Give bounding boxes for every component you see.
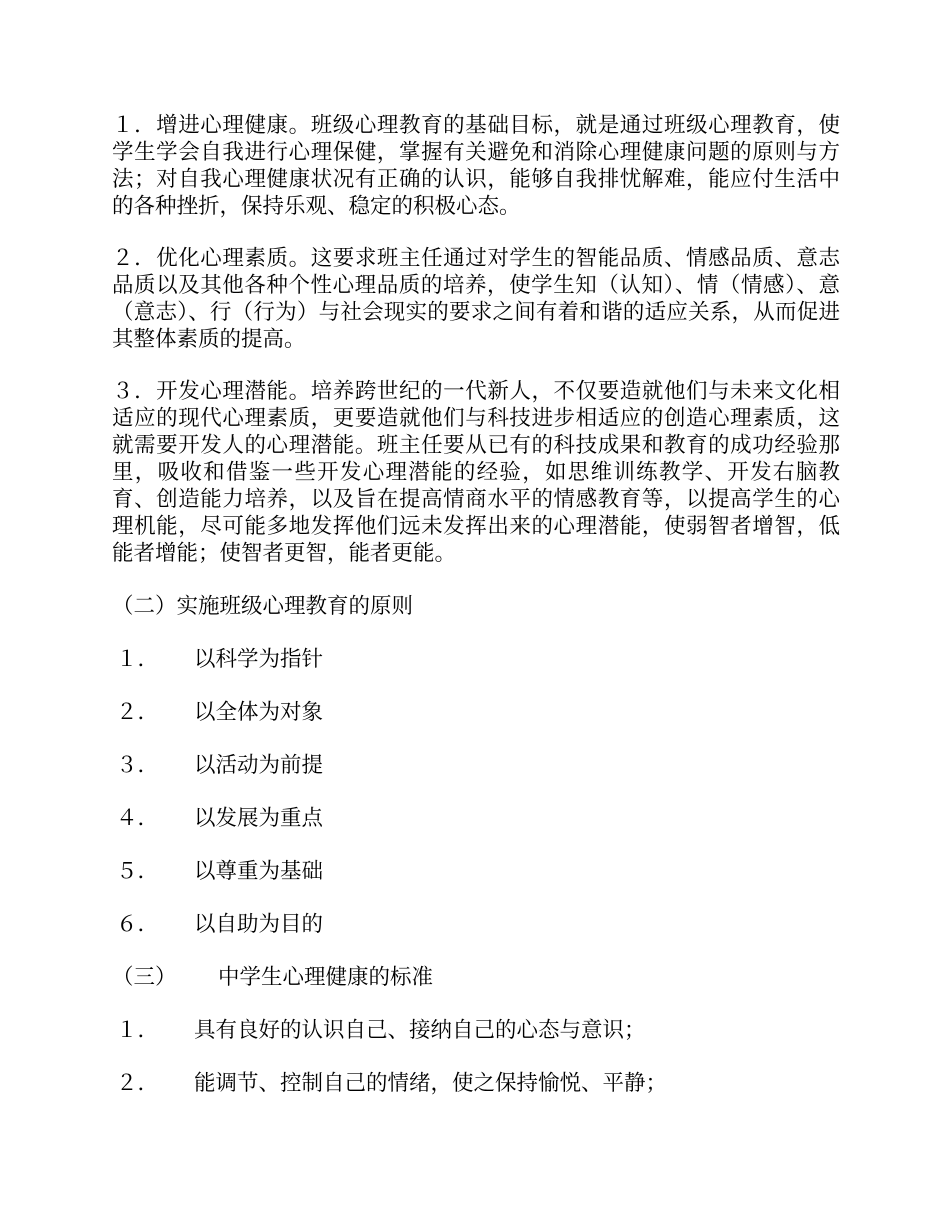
paragraph-psychological-quality: ２．优化心理素质。这要求班主任通过对学生的智能品质、情感品质、意志品质以及其他各种个性心理品质的培养，使学生知（认知）、情（情感）、意（意志）、行（行为）与社会现实的要求之间有着和谐的适应关系，从而促进其整体素质的提高。 [112,246,840,352]
list-item-number: ２． [116,700,160,725]
list-item-text: 以科学为指针 [194,647,324,672]
list-item-text: 以发展为重点 [194,806,324,831]
list-item-text: 以全体为对象 [194,700,324,725]
section-heading-number: （三） [112,965,177,990]
list-item [112,699,840,726]
list-item-number: ６． [116,912,160,937]
list-item [112,646,840,673]
list-item-number: ２． [116,1071,160,1096]
section-heading-standards [112,964,840,991]
list-item [112,1070,840,1097]
list-item [112,858,840,885]
list-item-number: ５． [116,859,160,884]
list-item-number: ３． [116,753,160,778]
list-item-number: １． [116,1018,160,1043]
list-item-text: 以自助为目的 [194,912,324,937]
list-item-text: 以活动为前提 [194,753,324,778]
list-item-text: 能调节、控制自己的情绪，使之保持愉悦、平静； [194,1071,668,1096]
paragraph-mental-health: １．增进心理健康。班级心理教育的基础目标，就是通过班级心理教育，使学生学会自我进行心理保健，掌握有关避免和消除心理健康问题的原则与方法；对自我心理健康状况有正确的认识，能够自我排忧解难，能应付生活中的各种挫折，保持乐观、稳定的积极心态。 [112,113,840,219]
list-item [112,911,840,938]
list-item [112,752,840,779]
list-item-text: 以尊重为基础 [194,859,324,884]
document-page [112,112,840,1097]
section-heading-text: 中学生心理健康的标准 [218,965,434,990]
list-item [112,805,840,832]
paragraph-psychological-potential: ３．开发心理潜能。培养跨世纪的一代新人，不仅要造就他们与未来文化相适应的现代心理素质，更要造就他们与科技进步相适应的创造心理素质，这就需要开发人的心理潜能。班主任要从已有的科技成果和教育的成功经验那里，吸收和借鉴一些开发心理潜能的经验，如思维训练教学、开发右脑教育、创造能力培养，以及旨在提高情商水平的情感教育等，以提高学生的心理机能，尽可能多地发挥他们远未发挥出来的心理潜能，使弱智者增智，低能者增能；使智者更智，能者更能。 [112,379,840,566]
list-item-text: 具有良好的认识自己、接纳自己的心态与意识； [194,1018,646,1043]
list-item [112,1017,840,1044]
list-item-number: １． [116,647,160,672]
section-heading-principles: （二）实施班级心理教育的原则 [112,594,414,619]
list-item-number: ４． [116,806,160,831]
